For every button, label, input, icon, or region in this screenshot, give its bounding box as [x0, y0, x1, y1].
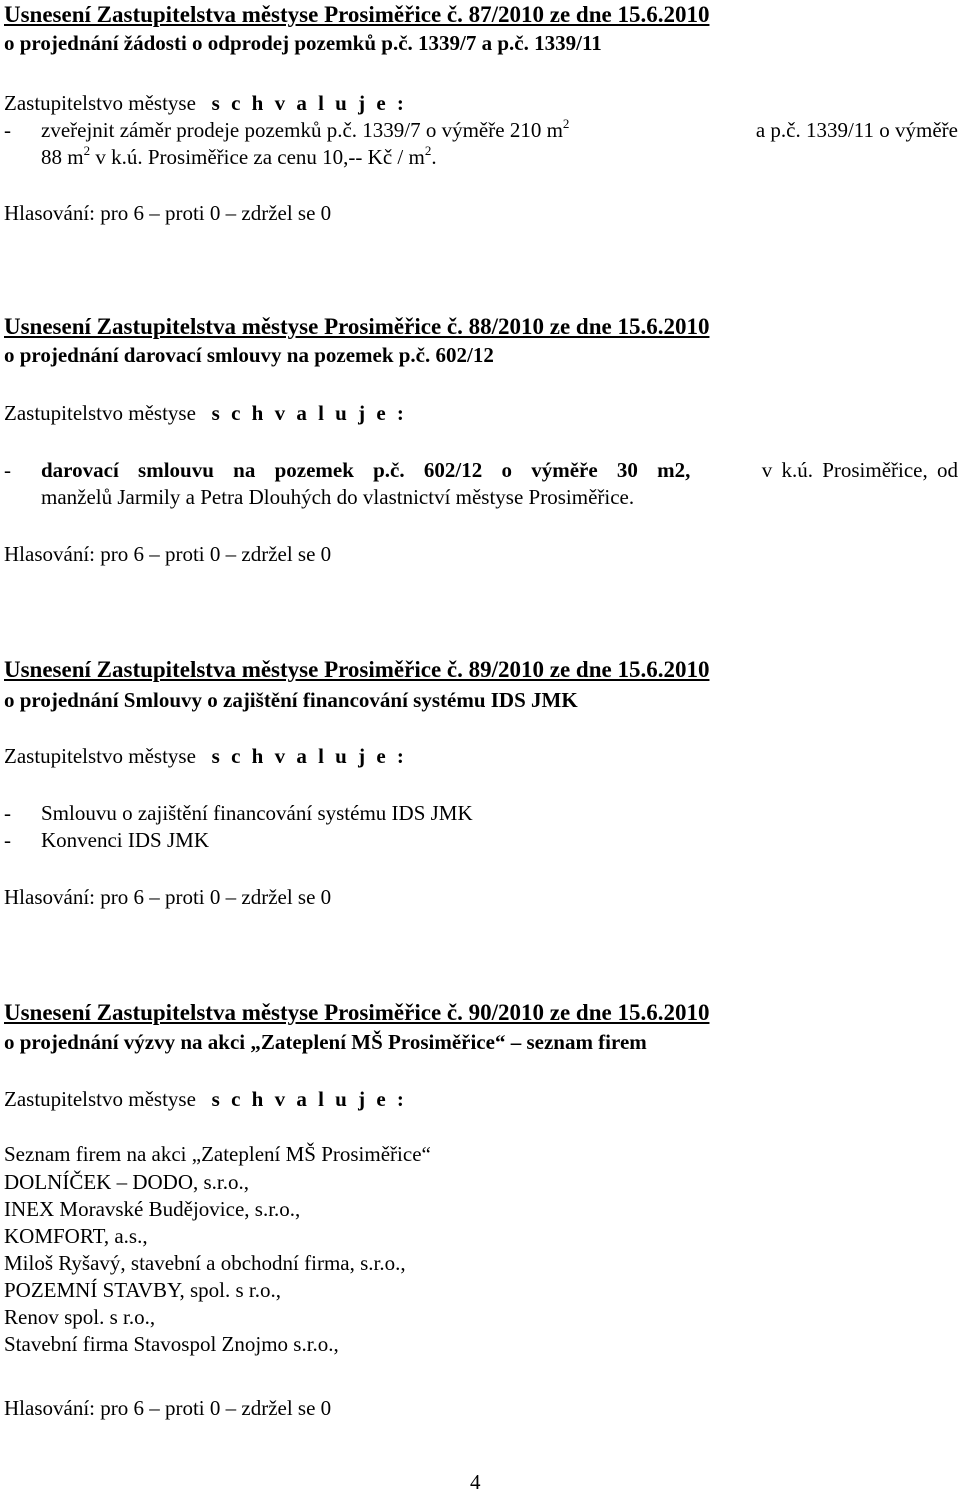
council-label: Zastupitelstvo městyse — [4, 401, 196, 425]
firm-list-heading: Seznam firem na akci „Zateplení MŠ Prosiměřice“ — [4, 1142, 431, 1166]
resolution-87-item: - zveřejnit záměr prodeje pozemků p.č. 1339/7 o výměře 210 $m^2$ a p.č. 1339/11 o výměře 88 $m^2$ v k.ú. Prosiměřice za cenu 10,-- Kč / $m^2$. — [4, 116, 958, 169]
item-text: darovací smlouvu na pozemek p.č. 602/12 o výměře 30 m2, — [41, 458, 691, 482]
list-dash: - — [4, 828, 11, 852]
list-dash: - — [4, 801, 11, 825]
resolution-88-vote: Hlasování: pro 6 – proti 0 – zdržel se 0 — [4, 542, 332, 566]
list-item: - Konvenci IDS JMK — [4, 828, 209, 852]
list-item: POZEMNÍ STAVBY, spol. s r.o., — [4, 1278, 282, 1302]
resolution-88-subject: o projednání darovací smlouvy na pozemek p.č. 602/12 — [4, 343, 494, 367]
list-item: INEX Moravské Budějovice, s.r.o., — [4, 1197, 301, 1221]
resolution-90-subject: o projednání výzvy na akci „Zateplení MŠ Prosiměřice“ – seznam firem — [4, 1030, 647, 1054]
resolution-87-title: Usnesení Zastupitelstva městyse Prosiměřice č. 87/2010 ze dne 15.6.2010 — [4, 2, 710, 27]
resolution-87-subject: o projednání žádosti o odprodej pozemků p.č. 1339/7 a p.č. 1339/11 — [4, 31, 602, 55]
item-text: zveřejnit záměr prodeje pozemků p.č. 1339/7 o výměře 210 m — [41, 118, 563, 142]
resolution-89-items — [4, 800, 473, 854]
item-text: v k.ú. Prosiměřice, od — [761, 458, 958, 482]
council-label: Zastupitelstvo městyse — [4, 744, 196, 768]
resolution-89-vote: Hlasování: pro 6 – proti 0 – zdržel se 0 — [4, 885, 332, 909]
approves-label: s c h v a l u j e : — [211, 401, 407, 425]
resolution-89-approval — [4, 743, 407, 770]
approves-label: s c h v a l u j e : — [211, 91, 407, 115]
resolution-89-subject: o projednání Smlouvy o zajištění financování systému IDS JMK — [4, 688, 578, 712]
approves-label: s c h v a l u j e : — [211, 1087, 407, 1111]
resolution-88-item — [4, 457, 958, 511]
item-text: a p.č. 1339/11 o výměře — [755, 118, 958, 142]
resolution-90-title: Usnesení Zastupitelstva městyse Prosiměřice č. 90/2010 ze dne 15.6.2010 — [4, 1000, 710, 1025]
list-item: Renov spol. s r.o., — [4, 1305, 156, 1329]
resolution-90-vote: Hlasování: pro 6 – proti 0 – zdržel se 0 — [4, 1396, 332, 1420]
list-item: Miloš Ryšavý, stavební a obchodní firma, s.r.o., — [4, 1251, 406, 1275]
resolution-87-approval — [4, 90, 407, 117]
list-item: Stavební firma Stavospol Znojmo s.r.o., — [4, 1332, 339, 1356]
council-label: Zastupitelstvo městyse — [4, 91, 196, 115]
list-item: KOMFORT, a.s., — [4, 1224, 148, 1248]
list-dash: - — [4, 458, 11, 482]
firm-list — [4, 1169, 406, 1358]
approves-label: s c h v a l u j e : — [211, 744, 407, 768]
list-item: - Smlouvu o zajištění financování systému IDS JMK — [4, 801, 473, 825]
list-dash: - — [4, 118, 11, 142]
resolution-88-title: Usnesení Zastupitelstva městyse Prosiměřice č. 88/2010 ze dne 15.6.2010 — [4, 314, 710, 339]
resolution-87-vote: Hlasování: pro 6 – proti 0 – zdržel se 0 — [4, 201, 332, 225]
resolution-89-title: Usnesení Zastupitelstva městyse Prosiměřice č. 89/2010 ze dne 15.6.2010 — [4, 657, 710, 682]
list-item: DOLNÍČEK – DODO, s.r.o., — [4, 1170, 249, 1194]
resolution-90-approval — [4, 1086, 407, 1113]
resolution-88-approval — [4, 400, 407, 427]
council-label: Zastupitelstvo městyse — [4, 1087, 196, 1111]
page-number: 4 — [470, 1470, 481, 1494]
item-text: manželů Jarmily a Petra Dlouhých do vlastnictví městyse Prosiměřice. — [41, 485, 635, 509]
